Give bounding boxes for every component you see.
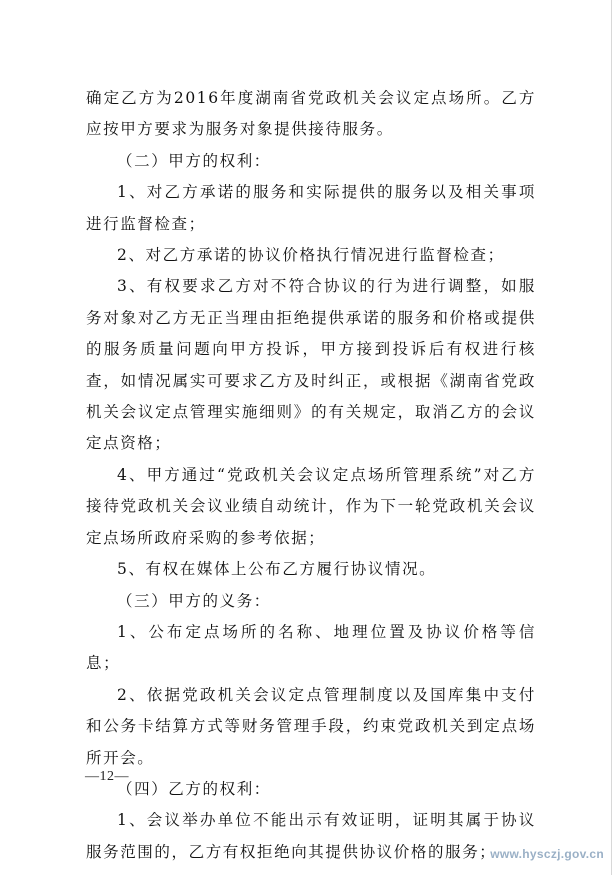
watermark-url: www.hysczj.gov.cn: [490, 847, 604, 861]
paragraph-rights-item-3: 3、有权要求乙方对不符合协议的行为进行调整，如服务对象对乙方无正当理由拒绝提供承诺的服务和价格或提供的服务质量问题向甲方投诉，甲方接到投诉后有权进行核查，如情况属实可要求乙方及时纠正，或根据《湖南省党政机关会议定点管理实施细则》的有关规定，取消乙方的会议定点资格；: [86, 277, 536, 453]
paragraph-rights-item-5: 5、有权在媒体上公布乙方履行协议情况。: [117, 560, 437, 579]
section-heading-party-a-rights: （二）甲方的权利：: [117, 151, 271, 170]
paragraph-rights-item-2: 2、对乙方承诺的协议价格执行情况进行监督检查；: [117, 246, 505, 265]
paragraph-rights-item-1: 1、对乙方承诺的服务和实际提供的服务以及相关事项进行监督检查；: [86, 183, 536, 233]
page-number: —12—: [85, 769, 129, 784]
document-body: [86, 83, 536, 868]
section-heading-party-b-rights: （四）乙方的权利：: [117, 779, 271, 798]
page-edge: [611, 0, 612, 875]
paragraph-obligations-item-2: 2、依据党政机关会议定点管理制度以及国库集中支付和公务卡结算方式等财务管理手段，约束党政机关到定点场所开会。: [86, 685, 536, 767]
paragraph-obligations-item-1: 1、公布定点场所的名称、地理位置及协议价格等信息；: [86, 622, 536, 673]
paragraph-party-b-rights-item-1: 1、会议举办单位不能出示有效证明，证明其属于协议服务范围的，乙方有权拒绝向其提供协议价格的服务；: [86, 811, 536, 861]
section-heading-party-a-obligations: （三）甲方的义务：: [117, 591, 271, 610]
paragraph-rights-item-4: 4、甲方通过“党政机关会议定点场所管理系统”对乙方接待党政机关会议业绩自动统计，作为下一轮党政机关会议定点场所政府采购的参考依据；: [86, 465, 536, 547]
paragraph-intro-continuation: 确定乙方为2016年度湖南省党政机关会议定点场所。乙方应按甲方要求为服务对象提供接待服务。: [86, 89, 536, 139]
